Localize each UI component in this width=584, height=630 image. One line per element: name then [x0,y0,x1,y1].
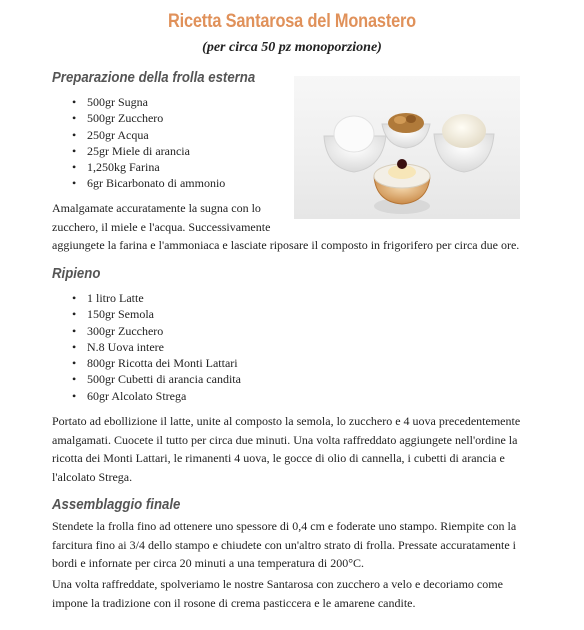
ingredient-item: • 500gr Cubetti di arancia candita [72,371,241,387]
ingredient-item: • 150gr Semola [72,306,241,322]
ingredient-item: • 60gr Alcolato Strega [72,388,241,404]
assemblaggio-paragraph-2 [52,575,572,612]
paragraph-line: Amalgamate accuratamente la sugna con lo [52,201,261,215]
recipe-subtitle: (per circa 50 pz monoporzione) [202,40,382,55]
paragraph-line: impone la tradizione con il rosone di crema pasticcera e le amarene candite. [52,595,416,610]
pastry-photo [294,76,520,219]
section-heading-ripieno: Ripieno [52,265,101,282]
paragraph-line: ricotta dei Monti Lattari, le rimanenti 4 uova, le gocce di olio di cannella, i cubetti di arancia e [52,451,505,465]
ingredient-item: • N.8 Uova intere [72,339,241,355]
section-heading-frolla: Preparazione della frolla esterna [52,69,256,86]
ingredient-item: • 800gr Ricotta dei Monti Lattari [72,355,241,371]
recipe-title: Ricetta Santarosa del Monastero [167,11,417,32]
ingredient-item: • 500gr Zucchero [72,110,225,126]
ingredients-list-frolla [72,94,225,192]
paragraph-line: zucchero, il miele e l'acqua. Successivamente [52,219,271,234]
ingredient-item: • 1,250kg Farina [72,159,225,175]
ripieno-paragraph [52,412,572,486]
ingredient-item: • 1 litro Latte [72,290,241,306]
paragraph-line: bordi e infornate per circa 20 minuti a una temperatura di 200°C. [52,556,365,570]
paragraph-line: aggiungete la farina e l'ammoniaca e lasciate riposare il composto in frigorifero per circa due ore. [52,238,520,252]
paragraph-line: Una volta raffreddate, spolveriamo le nostre Santarosa con zucchero a velo e decoriamo come [52,577,503,591]
ingredient-item: • 500gr Sugna [72,94,225,110]
paragraph-line: Portato ad ebollizione il latte, unite al composto la semola, lo zucchero e 4 uova precedentemente [52,414,521,428]
frolla-paragraph [52,199,302,236]
paragraph-line: farcitura fino ai 3/4 dello stampo e chiudete con un'altro strato di frolla. Pressate accuratamente i [52,537,516,552]
ingredients-list-ripieno [72,290,241,404]
paragraph-line: amalgamati. Cuocete il tutto per circa due minuti. Una volta raffreddato aggiungete nell'ordine la [52,432,518,447]
ingredient-item: • 300gr Zucchero [72,323,241,339]
section-heading-assemblaggio: Assemblaggio finale [52,496,181,513]
ingredient-item: • 250gr Acqua [72,127,225,143]
ingredient-item: • 25gr Miele di arancia [72,143,225,159]
paragraph-line: Stendete la frolla fino ad ottenere uno spessore di 0,4 cm e foderate uno stampo. Riempite con la [52,519,517,533]
assemblaggio-paragraph-1 [52,517,572,573]
paragraph-line: l'alcolato Strega. [52,469,133,484]
pastry-illustration [294,76,520,219]
ingredient-item: • 6gr Bicarbonato di ammonio [72,175,225,191]
